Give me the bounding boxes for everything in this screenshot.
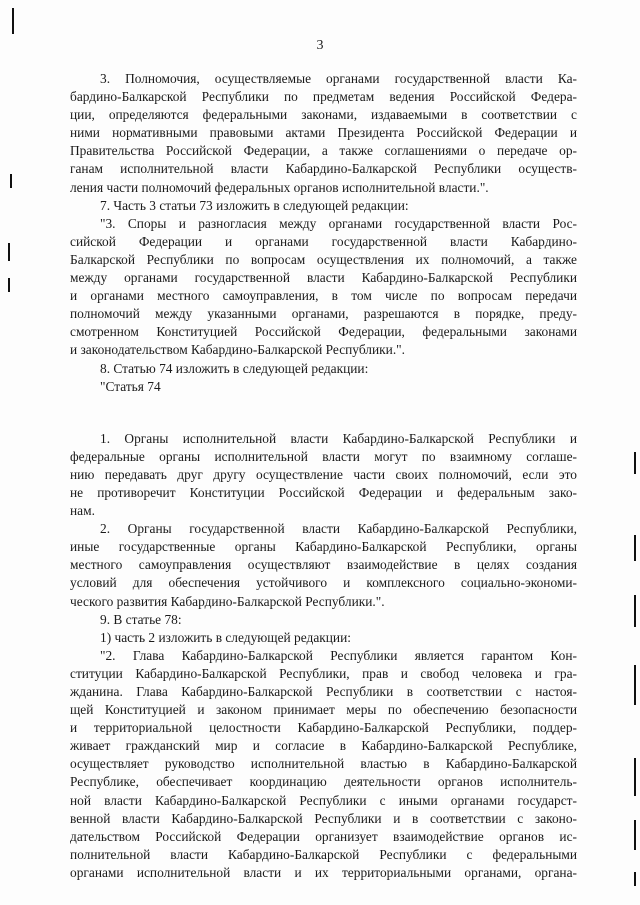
scan-mark-right xyxy=(634,758,636,796)
text-line: ституции Кабардино-Балкарской Республики, прав и свобод человека и гра- xyxy=(70,665,577,681)
text-line: Балкарской Республики по вопросам осуществления их полномочий, а также xyxy=(70,251,577,267)
text-line: Правительства Российской Федерации, а также соглашениями о передаче ор- xyxy=(70,143,577,159)
paragraph-7-amend xyxy=(70,197,577,215)
scan-mark-right xyxy=(634,595,636,627)
scan-mark-left xyxy=(8,243,10,261)
text-line: 2. Органы государственной власти Кабардино-Балкарской Республики, xyxy=(100,521,577,537)
text-line: 9. В статье 78: xyxy=(100,611,182,627)
text-line: осуществляет руководство исполнительной властью в Кабардино-Балкарской xyxy=(70,756,577,772)
scan-mark-left xyxy=(10,174,12,188)
article-74-heading xyxy=(70,378,577,396)
text-line: "2. Глава Кабардино-Балкарской Республики является гарантом Кон- xyxy=(100,647,577,663)
text-line: ной власти Кабардино-Балкарской Республики с иными органами государст- xyxy=(70,792,577,808)
text-line: между органами государственной власти Кабардино-Балкарской Республики xyxy=(70,270,577,286)
text-line: ции, определяются федеральными законами, издаваемыми в соответствии с xyxy=(70,107,577,123)
paragraph-9-amend xyxy=(70,611,577,629)
text-line: органами исполнительной власти и их территориальными органами, органа- xyxy=(70,864,577,880)
text-line: полнительной власти Кабардино-Балкарской Республики с федеральными xyxy=(70,846,577,862)
text-line: федеральные органы исполнительной власти могут по взаимному соглаше- xyxy=(70,448,577,464)
text-line: живает гражданский мир и согласие в Кабардино-Балкарской Республике, xyxy=(70,738,577,754)
text-line: ними нормативными правовыми актами Президента Российской Федерации и xyxy=(70,125,577,141)
paragraph-disputes xyxy=(70,215,577,360)
text-line: нию передавать друг другу осуществление части своих полномочий, если это xyxy=(70,466,577,482)
text-line: нам. xyxy=(70,503,95,519)
paragraph-74-2 xyxy=(70,520,577,610)
scan-mark-right xyxy=(634,820,636,850)
scan-mark-right xyxy=(634,872,636,886)
text-line: бардино-Балкарской Республики по предметам ведения Российской Федера- xyxy=(70,89,577,105)
text-line: "Статья 74 xyxy=(100,378,161,394)
document-body xyxy=(70,70,577,882)
text-line: не противоречит Конституции Российской Федерации и федеральным зако- xyxy=(70,484,577,500)
paragraph-74-1 xyxy=(70,430,577,520)
paragraph-3-powers xyxy=(70,70,577,197)
text-line: ления части полномочий федеральных органов исполнительной власти.". xyxy=(70,179,489,195)
text-line: 1. Органы исполнительной власти Кабардино-Балкарской Республики и xyxy=(100,430,577,446)
text-line: иные государственные органы Кабардино-Балкарской Республики, органы xyxy=(70,539,577,555)
scan-mark-right xyxy=(634,535,636,561)
page-number: 3 xyxy=(316,38,324,53)
text-line: полномочий между указанными органами, разрешаются в порядке, преду- xyxy=(70,306,577,322)
text-line: дательством Российской Федерации организует взаимодействие органов ис- xyxy=(70,828,577,844)
text-line: ческого развития Кабардино-Балкарской Республики.". xyxy=(70,593,385,609)
text-line: 7. Часть 3 статьи 73 изложить в следующей редакции: xyxy=(100,197,409,213)
text-line: и территориальной целостности Кабардино-Балкарской Республики, поддер- xyxy=(70,720,577,736)
scan-mark-left xyxy=(12,8,14,34)
text-line: местного самоуправления осуществляют взаимодействие в целях создания xyxy=(70,557,577,573)
text-line: жданина. Глава Кабардино-Балкарской Республики в соответствии с настоя- xyxy=(70,684,577,699)
paragraph-8-amend xyxy=(70,360,577,378)
scan-mark-right xyxy=(634,452,636,474)
text-line: ганам исполнительной власти Кабардино-Балкарской Республики осуществ- xyxy=(70,161,577,177)
text-line: условий для обеспечения устойчивого и комплексного социально-экономи- xyxy=(70,575,577,591)
text-line: Республике, обеспечивает координацию деятельности органов исполнитель- xyxy=(70,774,577,790)
text-line: 1) часть 2 изложить в следующей редакции: xyxy=(100,629,351,645)
text-line: "3. Споры и разногласия между органами государственной власти Рос- xyxy=(100,215,577,231)
text-line: сийской Федерации и органами государственной власти Кабардино- xyxy=(70,233,577,249)
paragraph-9-1 xyxy=(70,629,577,647)
scan-mark-left xyxy=(8,278,10,292)
spacer xyxy=(70,396,577,430)
text-line: 8. Статью 74 изложить в следующей редакции: xyxy=(100,360,369,376)
text-line: венной власти Кабардино-Балкарской Республики и в соответствии с законо- xyxy=(70,810,577,826)
paragraph-head-guarantor xyxy=(70,647,577,882)
text-line: и органами местного самоуправления, в том числе по вопросам передачи xyxy=(70,288,577,304)
text-line: щей Конституцией и законом принимает меры по обеспечению безопасности xyxy=(70,702,577,718)
scan-mark-right xyxy=(634,665,636,705)
text-line: и законодательством Кабардино-Балкарской Республики.". xyxy=(70,342,405,358)
text-line: смотренном Конституцией Российской Федерации, федеральными законами xyxy=(70,324,577,340)
text-line: 3. Полномочия, осуществляемые органами государственной власти Ка- xyxy=(100,71,577,86)
